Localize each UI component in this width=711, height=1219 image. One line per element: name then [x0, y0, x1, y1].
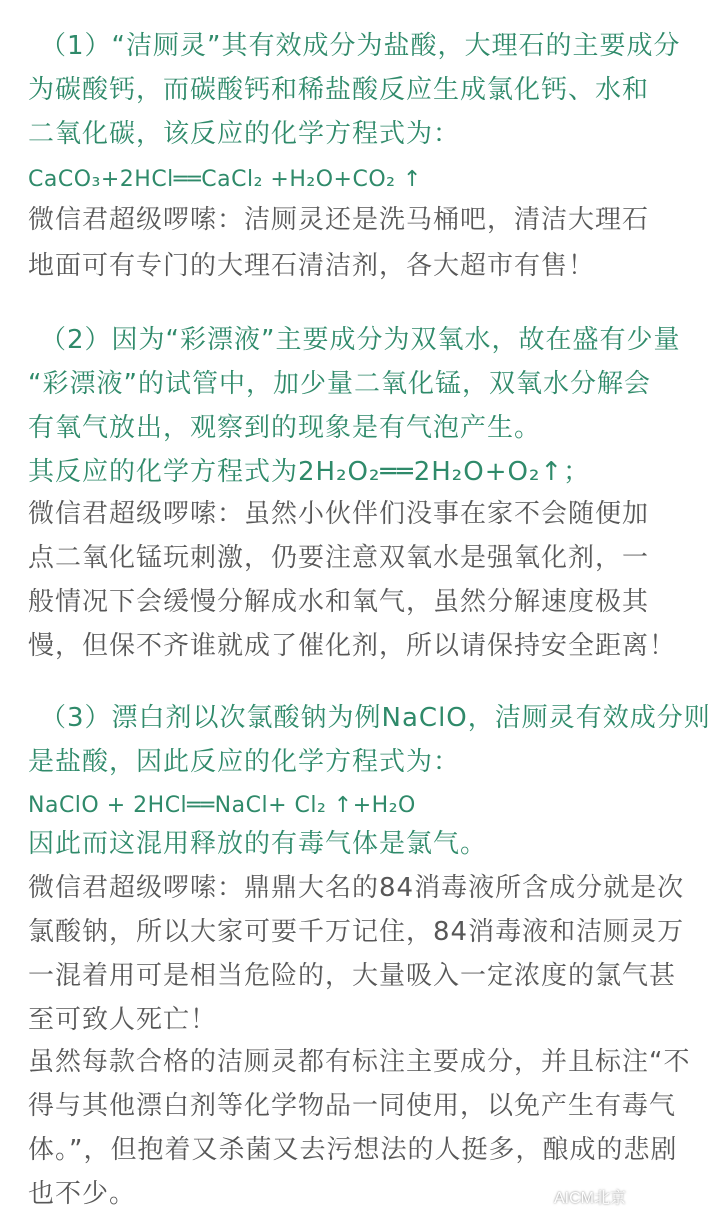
- section2-comment-line-3: 般情况下会缓慢分解成水和氧气，虽然分解速度极其: [28, 587, 650, 617]
- section3-comment-line-1: 微信君超级啰嗦：鼎鼎大名的84消毒液所含成分就是次: [28, 873, 685, 903]
- section3-line-2: 是盐酸，因此反应的化学方程式为：: [28, 747, 461, 777]
- section2-comment-line-4: 慢，但保不齐谁就成了催化剂，所以请保持安全距离！: [28, 631, 677, 661]
- section3-line-1: （3）漂白剂以次氯酸钠为例NaClO，洁厕灵有效成分则: [40, 703, 711, 733]
- section1-line-1: （1）“洁厕灵”其有效成分为盐酸，大理石的主要成分: [40, 31, 681, 61]
- watermark-text: AICM北京: [553, 1190, 626, 1207]
- section2-formula: 其反应的化学方程式为2H₂O₂══2H₂O+O₂↑；: [28, 457, 591, 487]
- section2-comment-line-1: 微信君超级啰嗦：虽然小伙伴们没事在家不会随便加: [28, 499, 650, 529]
- section3-comment-line-8: 也不少。: [28, 1179, 137, 1209]
- section3-comment-line-5: 虽然每款合格的洁厕灵都有标注主要成分，并且标注“不: [28, 1047, 691, 1077]
- section1-comment-line-1: 微信君超级啰嗦：洁厕灵还是洗马桶吧，清洁大理石: [28, 205, 650, 235]
- section3-comment-line-2: 氯酸钠，所以大家可要千万记住，84消毒液和洁厕灵万: [28, 917, 685, 947]
- section1-comment-line-2: 地面可有专门的大理石清洁剂，各大超市有售！: [28, 251, 596, 281]
- watermark: [522, 1189, 626, 1209]
- section1-line-2: 为碳酸钙，而碳酸钙和稀盐酸反应生成氯化钙、水和: [28, 75, 650, 105]
- section2-line-1: （2）因为“彩漂液”主要成分为双氧水，故在盛有少量: [40, 325, 681, 355]
- section2-line-2: “彩漂液”的试管中，加少量二氧化锰，双氧水分解会: [28, 369, 651, 399]
- section3-comment-line-4: 至可致人死亡！: [28, 1005, 218, 1035]
- wechat-icon: [522, 1189, 548, 1209]
- section2-line-3: 有氧气放出，观察到的现象是有气泡产生。: [28, 413, 542, 443]
- section1-formula: CaCO₃+2HCl══CaCl₂ +H₂O+CO₂ ↑: [28, 167, 422, 192]
- section3-comment-line-6: 得与其他漂白剂等化学物品一同使用，以免产生有毒气: [28, 1091, 677, 1121]
- section3-formula: NaClO + 2HCl══NaCl+ Cl₂ ↑+H₂O: [28, 793, 416, 818]
- section2-comment-line-2: 点二氧化锰玩刺激，仍要注意双氧水是强氧化剂，一: [28, 543, 650, 573]
- section3-result: 因此而这混用释放的有毒气体是氯气。: [28, 829, 488, 859]
- section3-comment-line-7: 体。”，但抱着又杀菌又去污想法的人挺多，酿成的悲剧: [28, 1135, 678, 1165]
- section1-line-3: 二氧化碳，该反应的化学方程式为：: [28, 119, 461, 149]
- section3-comment-line-3: 一混着用可是相当危险的，大量吸入一定浓度的氯气甚: [28, 961, 677, 991]
